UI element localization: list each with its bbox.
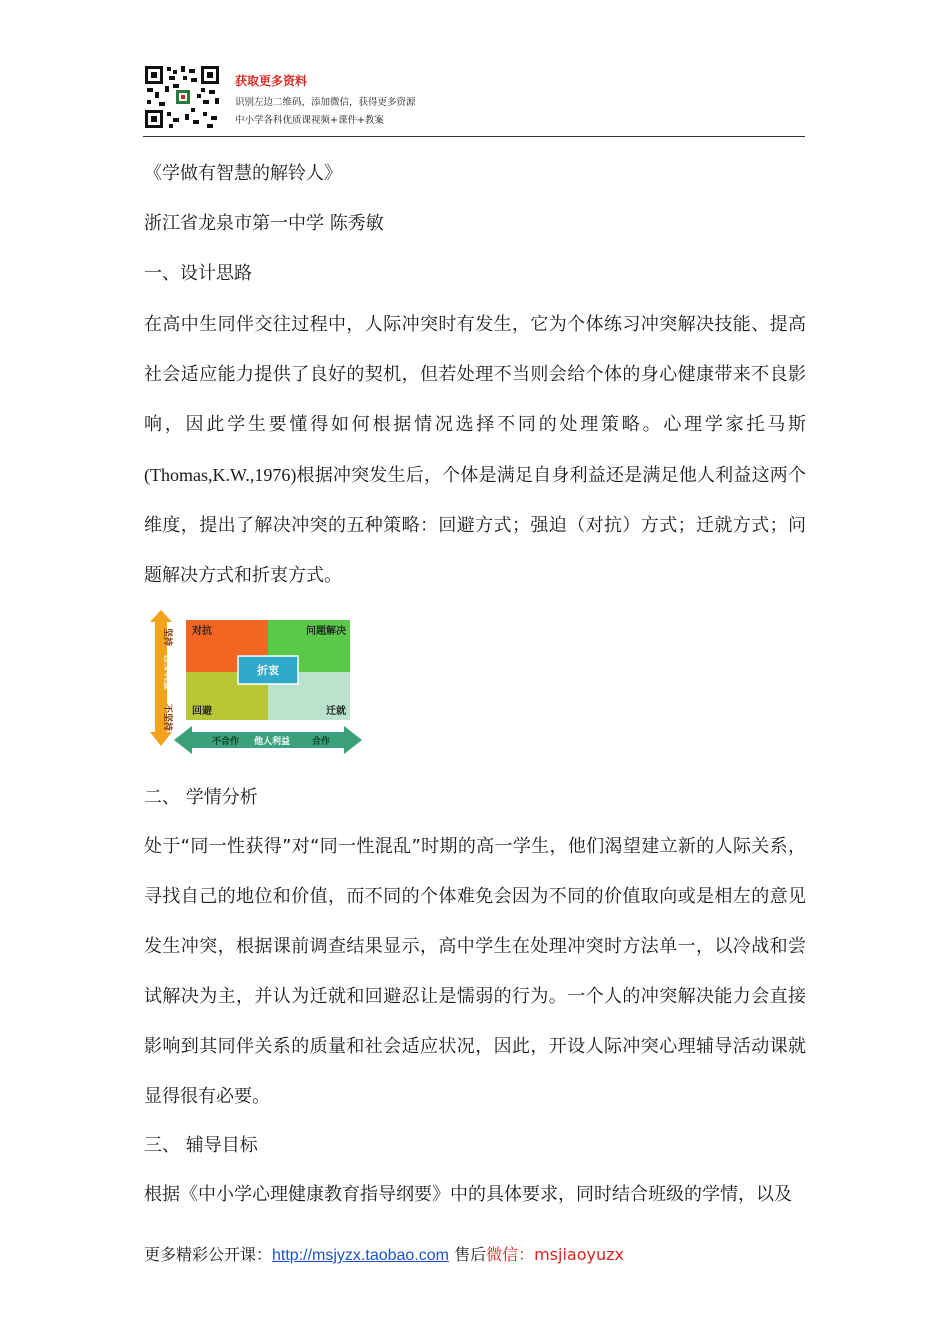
quadrant-label-br: 迁就	[326, 706, 346, 717]
h-label-mid: 他人利益	[254, 737, 291, 747]
section-heading-3: 三、 辅导目标	[144, 1135, 258, 1156]
footer-prefix: 更多精彩公开课：	[144, 1245, 273, 1264]
quadrant-label-tr: 问题解决	[306, 626, 346, 637]
header-title: 获取更多资料	[235, 74, 308, 88]
v-label-mid: 自身利益	[162, 654, 172, 691]
footer-url-link[interactable]: http://msjyzx.taobao.com	[272, 1247, 449, 1264]
footer-wechat-label: 微信：	[486, 1245, 535, 1264]
citation: (Thomas,K.W.,1976)	[144, 465, 297, 485]
paragraph-analysis: 处于“同一性获得”对“同一性混乱”时期的高一学生，他们渴望建立新的人际关系，寻找自己的地位和价值，而不同的个体难免会因为不同的价值取向或是相左的意见发生冲突，根据课前调查结果显示，高中学生在处理冲突时方法单一，以冷战和尝试解决为主，并认为迁就和回避忍让是懦弱的行为。一个人的冲突解决能力会直接影响到其同伴关系的质量和社会适应状况，因此，开设人际冲突心理辅导活动课就显得很有必要。	[144, 836, 806, 1107]
footer-wechat-id: msjiaoyuzx	[534, 1245, 624, 1264]
author-line: 浙江省龙泉市第一中学 陈秀敏	[144, 213, 384, 234]
h-label-right: 合作	[312, 737, 331, 747]
header-subtitle-2: 中小学各科优质课视频+课件+教案	[235, 115, 384, 126]
conflict-strategy-diagram	[148, 606, 364, 758]
page-header	[143, 64, 805, 137]
section-heading-2: 二、 学情分析	[144, 787, 258, 808]
quadrant-label-tl: 对抗	[192, 626, 212, 637]
paragraph-goals: 根据《中小学心理健康教育指导纲要》中的具体要求，同时结合班级的学情，以及	[144, 1184, 792, 1205]
h-label-left: 不合作	[212, 737, 240, 747]
center-label: 折衷	[257, 664, 279, 677]
section-heading-1: 一、设计思路	[144, 263, 252, 284]
header-subtitle-1: 识别左边二维码，添加微信，获得更多资源	[235, 97, 416, 108]
v-label-bottom: 不坚持	[162, 704, 172, 732]
page-footer	[144, 1242, 624, 1265]
paragraph-design-text-2: 根据冲突发生后，个体是满足自身利益还是满足他人利益这两个维度，提出了解决冲突的五种策略：回避方式；强迫（对抗）方式；迁就方式；问题解决方式和折衷方式。	[144, 465, 806, 586]
quadrant-label-bl: 回避	[192, 706, 212, 717]
paragraph-design	[144, 300, 806, 601]
paragraph-design-text-1: 在高中生同伴交往过程中，人际冲突时有发生，它为个体练习冲突解决技能、提高社会适应能力提供了良好的契机，但若处理不当则会给个体的身心健康带来不良影响，因此学生要懂得如何根据情况选择不同的处理策略。心理学家托马斯	[144, 314, 806, 435]
qr-code-icon	[143, 64, 223, 130]
footer-mid: 售后	[448, 1245, 487, 1264]
v-label-top: 坚持	[162, 628, 172, 647]
document-title: 《学做有智慧的解铃人》	[144, 163, 342, 184]
